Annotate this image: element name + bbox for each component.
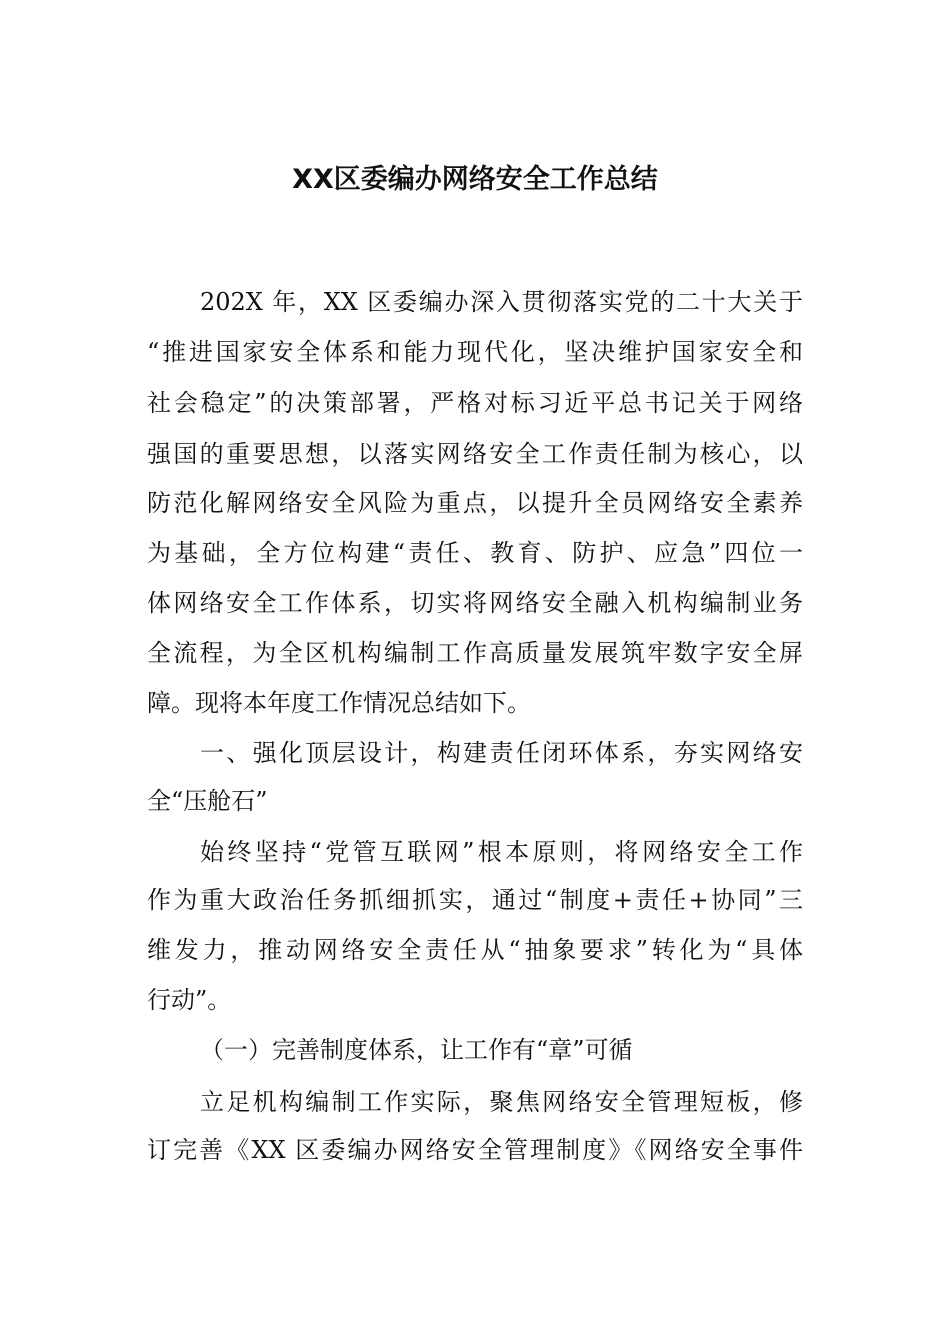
text-line: 维发力，推动网络安全责任从“抽象要求”转化为“具体	[147, 936, 803, 964]
text-line: 防范化解网络安全风险为重点，以提升全员网络安全素养	[147, 489, 803, 517]
text-line: “推进国家安全体系和能力现代化，坚决维护国家安全和	[147, 338, 803, 366]
text-line: 订完善《XX 区委编办网络安全管理制度》《网络安全事件	[147, 1136, 803, 1164]
text-line: 全流程，为全区机构编制工作高质量发展筑牢数字安全屏	[147, 639, 803, 667]
text-line: 始终坚持“党管互联网”根本原则，将网络安全工作	[200, 838, 803, 866]
text-line: 一、强化顶层设计，构建责任闭环体系，夯实网络安	[200, 739, 803, 767]
text-line: 作为重大政治任务抓细抓实，通过“制度+责任+协同”三	[147, 886, 803, 914]
text-line: 行动”。	[147, 986, 232, 1014]
text-line: 为基础，全方位构建“责任、教育、防护、应急”四位一	[147, 539, 803, 567]
text-line: 社会稳定”的决策部署，严格对标习近平总书记关于网络	[147, 389, 803, 417]
text-line: 强国的重要思想，以落实网络安全工作责任制为核心，以	[147, 440, 803, 468]
subsection-heading-1: （一）完善制度体系，让工作有“章”可循	[200, 1036, 633, 1064]
text-line: 障。现将本年度工作情况总结如下。	[147, 689, 531, 717]
document-title: XX区委编办网络安全工作总结	[292, 164, 658, 195]
text-line: 立足机构编制工作实际，聚焦网络安全管理短板，修	[200, 1088, 803, 1116]
text-line: 全“压舱石”	[147, 787, 268, 815]
text-line: 体网络安全工作体系，切实将网络安全融入机构编制业务	[147, 589, 803, 617]
text-line: 202X 年，XX 区委编办深入贯彻落实党的二十大关于	[200, 288, 803, 316]
